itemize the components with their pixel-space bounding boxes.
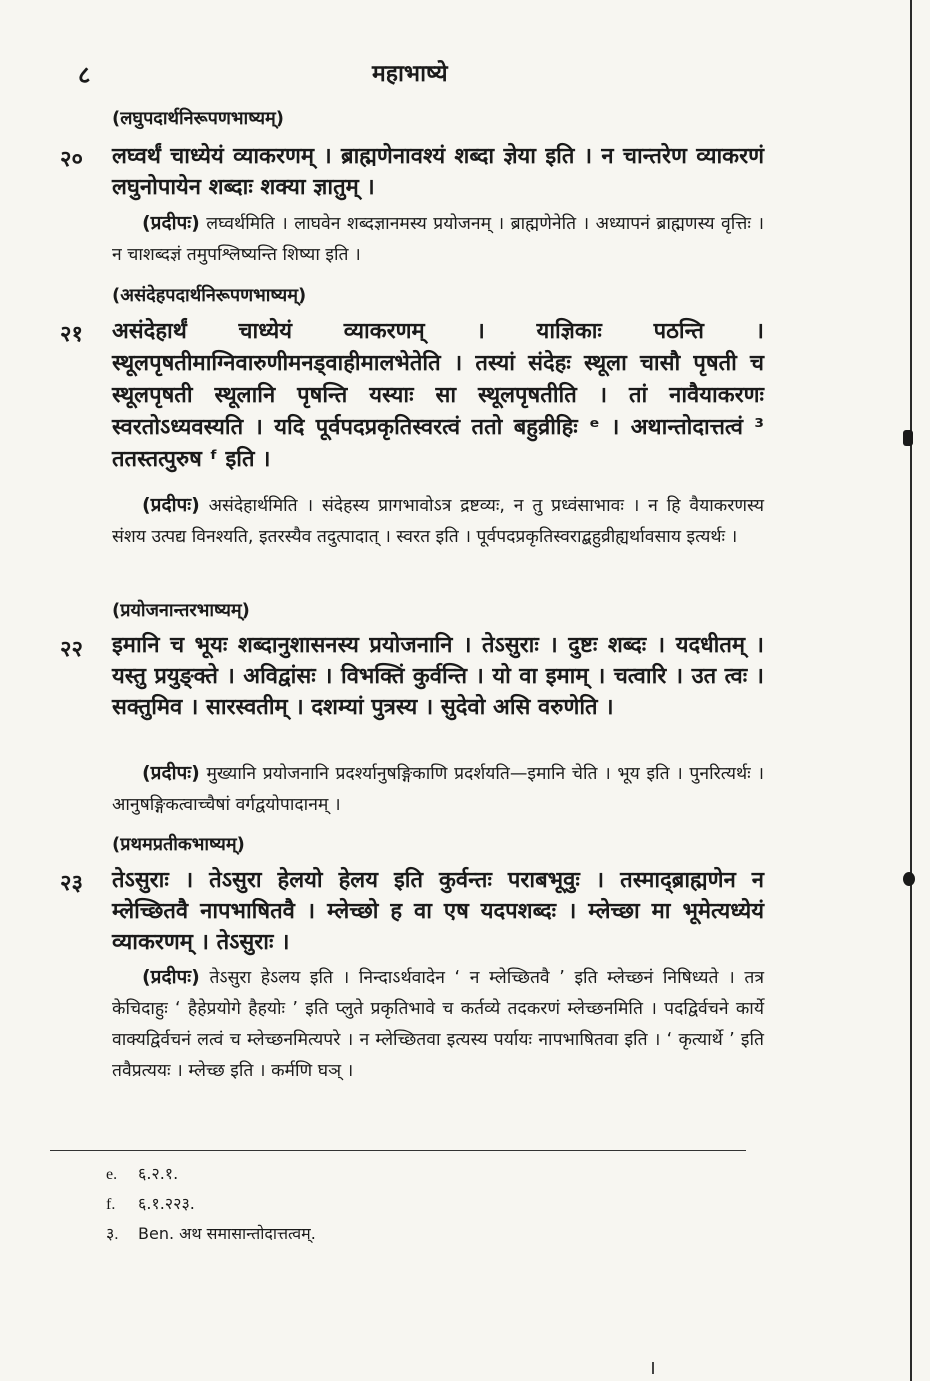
section-heading: (प्रयोजनान्तरभाष्यम्) [112, 600, 250, 621]
footnote-text: Ben. अथ समासान्तोदात्तत्वम्. [138, 1224, 316, 1243]
section-heading: (लघुपदार्थनिरूपणभाष्यम्) [112, 108, 285, 129]
pradipa-commentary [112, 208, 764, 271]
pradipa-commentary [112, 962, 764, 1087]
pradipa-commentary [112, 758, 764, 821]
section-number: २० [60, 147, 83, 172]
footnote-key: f. [106, 1196, 116, 1213]
running-title: महाभाष्ये [372, 61, 448, 87]
page-number: ८ [78, 61, 91, 89]
footnote [106, 1162, 178, 1184]
pradipa-label: (प्रदीपः) [142, 966, 200, 988]
page-binding-edge [910, 0, 912, 1381]
footnote-key: e. [106, 1166, 118, 1183]
footnote-key: ३. [106, 1226, 119, 1243]
pradipa-text: मुख्यानि प्रयोजनानि प्रदर्श्यानुषङ्गिकाणि प्रदर्शयति—इमानि चेति । भूय इति । पुनरित्यर्थः । आनुषङ्गिकत्वाच्चैषां वर्गद्वयोपादानम् । [112, 764, 764, 815]
margin-mark [903, 430, 913, 446]
section-heading: (असंदेहपदार्थनिरूपणभाष्यम्) [112, 285, 307, 306]
bhashya-text: लघ्वर्थं चाध्येयं व्याकरणम् । ब्राह्मणेनावश्यं शब्दा ज्ञेया इति । न चान्तरेण व्याकरणं लघुनोपायेन शब्दाः शक्या ज्ञातुम् । [112, 144, 764, 200]
margin-dot [903, 872, 915, 886]
section-number: २१ [60, 322, 83, 347]
footnote-rule [50, 1150, 746, 1151]
pradipa-text: लघ्वर्थमिति । लाघवेन शब्दज्ञानमस्य प्रयोजनम् । ब्राह्मणेनेति । अध्यापनं ब्राह्मणस्य वृत्तिः । न चाशब्दज्ञं तमुपश्लिष्यन्ति शिष्या इति । [112, 214, 764, 265]
section-heading: (प्रथमप्रतीकभाष्यम्) [112, 834, 245, 855]
footnote [106, 1222, 316, 1244]
footnote-text: ६.२.१. [138, 1164, 179, 1183]
pradipa-label: (प्रदीपः) [142, 212, 200, 234]
pradipa-label: (प्रदीपः) [142, 762, 200, 784]
footnote [106, 1192, 195, 1214]
bhashya-text: इमानि च भूयः शब्दानुशासनस्य प्रयोजनानि । तेऽसुराः । दुष्टः शब्दः । यदधीतम् । यस्तु प्रयुङ्क्ते । अविद्वांसः । विभक्तिं कुर्वन्ति । यो वा इमाम् । चत्वारि । उत त्वः । सक्तुमिव । सारस्वतीम् । दशम्यां पुत्रस्य । सुदेवो असि वरुणेति । [112, 633, 764, 720]
section-number: २२ [60, 637, 83, 662]
pradipa-commentary [112, 490, 764, 553]
pradipa-text: तेऽसुरा हेऽलय इति । निन्दाऽर्थवादेन ‘ न म्लेच्छितवै ’ इति म्लेच्छनं निषिध्यते । तत्र केचिदाहुः ‘ हैहेप्रयोगे हैहयोः ’ इति प्लुते प्रकृतिभावे च कर्तव्ये तदकरणं म्लेच्छनमिति । पदद्विर्वचने कार्ये वाक्यद्विर्वचनं लत्वं च म्लेच्छनमित्यपरे । न म्लेच्छितवा इत्यस्य पर्यायः नापभाषितवा इति । ‘ कृत्यार्थे ’ इति तवैप्रत्ययः । म्लेच्छ इति । कर्मणि घञ् । [112, 968, 764, 1081]
bhashya-text: असंदेहार्थं चाध्येयं व्याकरणम् । याज्ञिकाः पठन्ति । स्थूलपृषतीमाग्निवारुणीमनड्वाहीमालभेतेति । तस्यां संदेहः स्थूला चासौ पृषती च स्थूलपृषती स्थूलानि पृषन्ति यस्याः सा स्थूलपृषतीति । तां नावैयाकरणः स्वरतोऽध्यवस्यति । यदि पूर्वपदप्रकृतिस्वरत्वं ततो बहुव्रीहिः ᵉ । अथान्तोदात्तत्वं ³ ततस्तत्पुरुष ᶠ इति । [112, 319, 764, 472]
section-number: २३ [60, 871, 83, 896]
pradipa-text: असंदेहार्थमिति । संदेहस्य प्रागभावोऽत्र द्रष्टव्यः, न तु प्रध्वंसाभावः । न हि वैयाकरणस्य संशय उत्पद्य विनश्यति, इतरस्यैव तदुत्पादात् । स्वरत इति । पूर्वपदप्रकृतिस्वराद्बहुव्रीह्यर्थावसाय इत्यर्थः । [112, 496, 764, 547]
pradipa-label: (प्रदीपः) [142, 494, 200, 516]
print-speck [652, 1362, 654, 1374]
footnote-text: ६.१.२२३. [138, 1194, 195, 1213]
bhashya-text: तेऽसुराः । तेऽसुरा हेलयो हेलय इति कुर्वन्तः पराबभूवुः । तस्माद्ब्राह्मणेन न म्लेच्छितवै नापभाषितवै । म्लेच्छो ह वा एष यदपशब्दः । म्लेच्छा मा भूमेत्यध्येयं व्याकरणम् । तेऽसुराः । [112, 868, 764, 955]
